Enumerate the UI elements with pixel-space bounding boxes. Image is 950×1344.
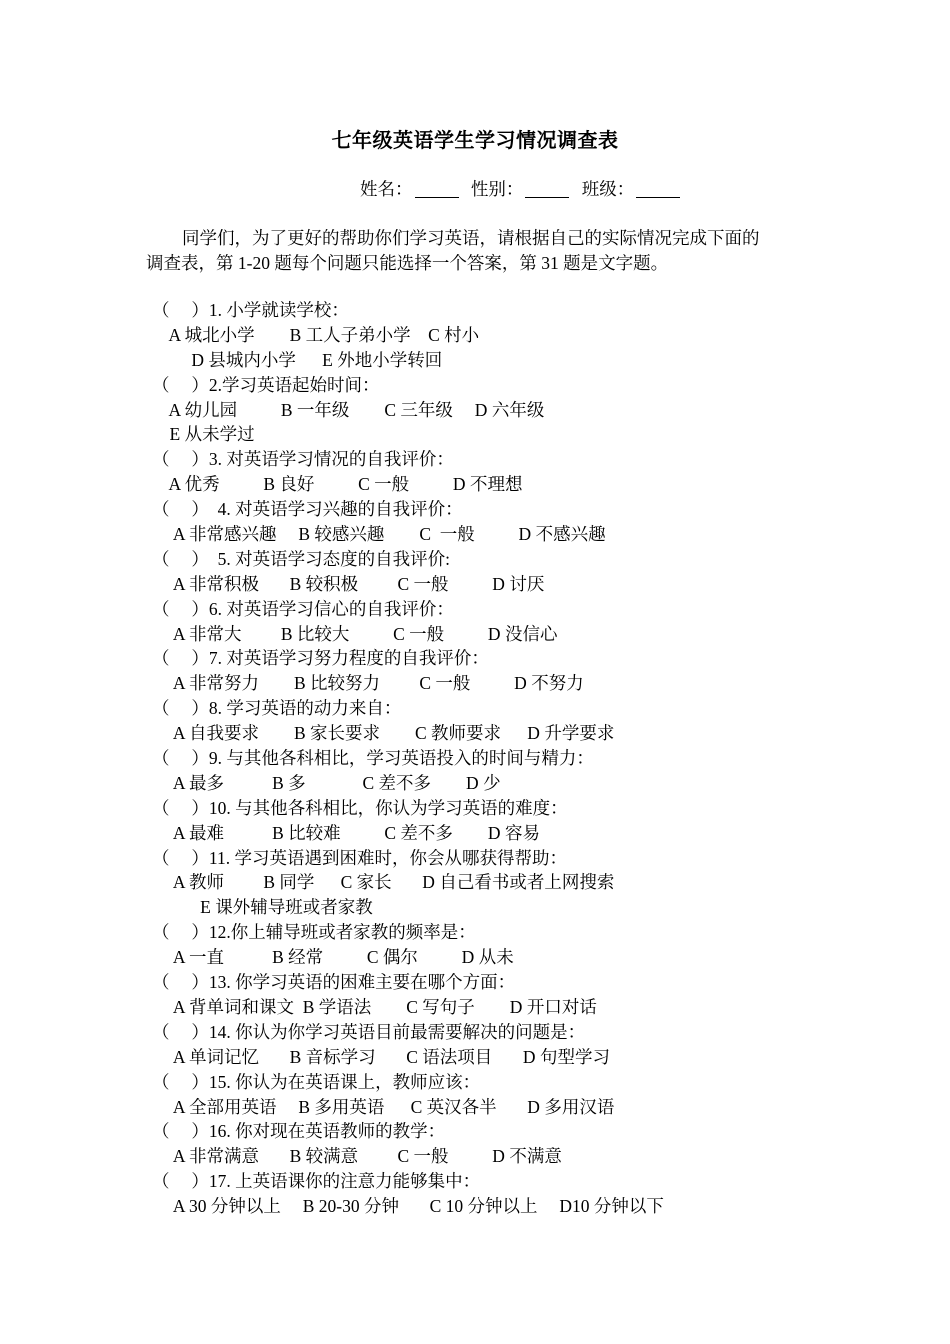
question-line: （ ）1. 小学就读学校： xyxy=(152,300,349,320)
question-line: A 单词记忆 B 音标学习 C 语法项目 D 句型学习 xyxy=(152,1046,610,1067)
question-line: A 非常满意 B 较满意 C 一般 D 不满意 xyxy=(152,1146,562,1167)
name-label: 姓名： xyxy=(360,179,413,199)
question-line: （ ）15. 你认为在英语课上，教师应该： xyxy=(152,1071,481,1092)
question-line: A 城北小学 B 工人子弟小学 C 村小 xyxy=(152,324,480,345)
question-line: （ ）6. 对英语学习信心的自我评价： xyxy=(152,598,454,619)
question-line: （ ）14. 你认为你学习英语目前最需要解决的问题是： xyxy=(152,1021,586,1042)
question-line: A 背单词和课文 B 学语法 C 写句子 D 开口对话 xyxy=(152,996,597,1017)
question-line: （ ）11. 学习英语遇到困难时，你会从哪获得帮助： xyxy=(152,847,567,868)
question-line: A 一直 B 经常 C 偶尔 D 从未 xyxy=(152,947,514,968)
question-line: （ ）9. 与其他各科相比，学习英语投入的时间与精力： xyxy=(152,748,594,769)
question-line: A 最多 B 多 C 差不多 D 少 xyxy=(152,772,501,793)
question-line: A 优秀 B 良好 C 一般 D 不理想 xyxy=(152,474,523,495)
question-line: A 幼儿园 B 一年级 C 三年级 D 六年级 xyxy=(152,399,545,420)
question-line: （ ）3. 对英语学习情况的自我评价： xyxy=(152,449,454,470)
question-line: D 县城内小学 E 外地小学转回 xyxy=(152,349,443,370)
question-line: （ ） 4. 对英语学习兴趣的自我评价： xyxy=(152,499,463,520)
gender-blank[interactable] xyxy=(525,179,569,198)
question-line: A 教师 B 同学 C 家长 D 自己看书或者上网搜索 xyxy=(152,872,615,893)
question-line: E 从未学过 xyxy=(152,424,255,445)
question-line: A 自我要求 B 家长要求 C 教师要求 D 升学要求 xyxy=(152,723,615,744)
page-title: 七年级英语学生学习情况调查表 xyxy=(331,128,619,152)
question-line: （ ）13. 你学习英语的困难主要在哪个方面： xyxy=(152,972,516,993)
intro-line-2: 调查表，第 1-20 题每个问题只能选择一个答案，第 31 题是文字题。 xyxy=(146,253,669,273)
question-line: A 非常大 B 比较大 C 一般 D 没信心 xyxy=(152,623,558,644)
question-line: （ ）16. 你对现在英语教师的教学： xyxy=(152,1121,446,1142)
gender-label: 性别： xyxy=(470,179,524,199)
question-line: （ ）12.你上辅导班或者家教的频率是： xyxy=(152,922,476,943)
question-list xyxy=(152,298,832,1219)
class-blank[interactable] xyxy=(636,179,680,198)
question-line: E 课外辅导班或者家教 xyxy=(152,897,373,918)
question-line: （ ）17. 上英语课你的注意力能够集中： xyxy=(152,1171,481,1192)
question-line: （ ）10. 与其他各科相比，你认为学习英语的难度： xyxy=(152,797,568,818)
question-line: （ ）8. 学习英语的动力来自： xyxy=(152,698,402,719)
intro-line-1: 同学们，为了更好的帮助你们学习英语，请根据自己的实际情况完成下面的 xyxy=(182,228,760,248)
student-info-row xyxy=(360,176,688,201)
question-line: （ ）7. 对英语学习努力程度的自我评价： xyxy=(152,648,489,669)
question-line: A 全部用英语 B 多用英语 C 英汉各半 D 多用汉语 xyxy=(152,1096,615,1117)
class-label: 班级： xyxy=(581,179,635,199)
name-blank[interactable] xyxy=(415,179,459,198)
question-line: （ ） 5. 对英语学习态度的自我评价: xyxy=(152,548,450,569)
question-line: A 非常感兴趣 B 较感兴趣 C 一般 D 不感兴趣 xyxy=(152,524,606,545)
question-line: A 最难 B 比较难 C 差不多 D 容易 xyxy=(152,822,540,843)
question-line: A 非常努力 B 比较努力 C 一般 D 不努力 xyxy=(152,673,584,694)
intro-paragraph xyxy=(146,226,816,276)
question-line: A 非常积极 B 较积极 C 一般 D 讨厌 xyxy=(152,573,545,594)
question-line: A 30 分钟以上 B 20-30 分钟 C 10 分钟以上 D10 分钟以下 xyxy=(152,1196,664,1217)
question-line: （ ）2.学习英语起始时间： xyxy=(152,374,380,395)
